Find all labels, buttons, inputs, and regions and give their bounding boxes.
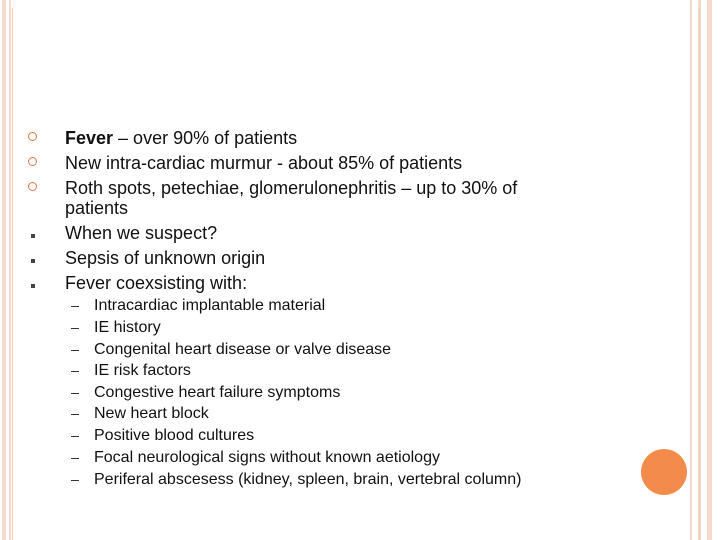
bullet-fever: Fever – over 90% of patients — [65, 128, 298, 148]
dash-bullet-icon — [71, 371, 79, 372]
ring-bullet-icon — [28, 182, 37, 191]
dash-bullet-icon — [71, 328, 79, 329]
sub-bullet-item: Focal neurological signs without known aetiology — [94, 449, 440, 466]
ring-bullet-icon — [28, 157, 37, 166]
sub-bullet-item: Periferal abscesess (kidney, spleen, brain, vertebral column) — [94, 471, 522, 488]
ring-bullet-icon — [28, 132, 37, 141]
dash-bullet-icon — [71, 480, 79, 481]
dash-bullet-icon — [71, 350, 79, 351]
dash-bullet-icon — [71, 436, 79, 437]
dash-bullet-icon — [71, 458, 79, 459]
bullet-roth-spots-cont: patients — [65, 198, 129, 218]
sub-bullet-item: New heart block — [94, 405, 209, 422]
bullet-roth-spots: Roth spots, petechiae, glomerulonephritis – up to 30% of — [65, 178, 518, 198]
sub-bullet-item: Congestive heart failure symptoms — [94, 384, 341, 401]
sub-bullet-item: Positive blood cultures — [94, 427, 255, 444]
sub-bullet-item: Intracardiac implantable material — [94, 297, 326, 314]
dash-bullet-icon — [71, 414, 79, 415]
bullet-fever-with: Fever coexsisting with: — [65, 273, 248, 293]
dash-bullet-icon — [71, 306, 79, 307]
square-bullet-icon — [31, 284, 35, 288]
square-bullet-icon — [31, 259, 35, 263]
bullet-when-suspect: When we suspect? — [65, 223, 218, 243]
dash-bullet-icon — [71, 393, 79, 394]
bullet-murmur: New intra-cardiac murmur - about 85% of patients — [65, 153, 463, 173]
square-bullet-icon — [31, 234, 35, 238]
sub-bullet-item: IE risk factors — [94, 362, 191, 379]
sub-bullet-item: IE history — [94, 319, 161, 336]
sub-bullet-item: Congenital heart disease or valve disease — [94, 341, 392, 358]
bullet-sepsis: Sepsis of unknown origin — [65, 248, 266, 268]
